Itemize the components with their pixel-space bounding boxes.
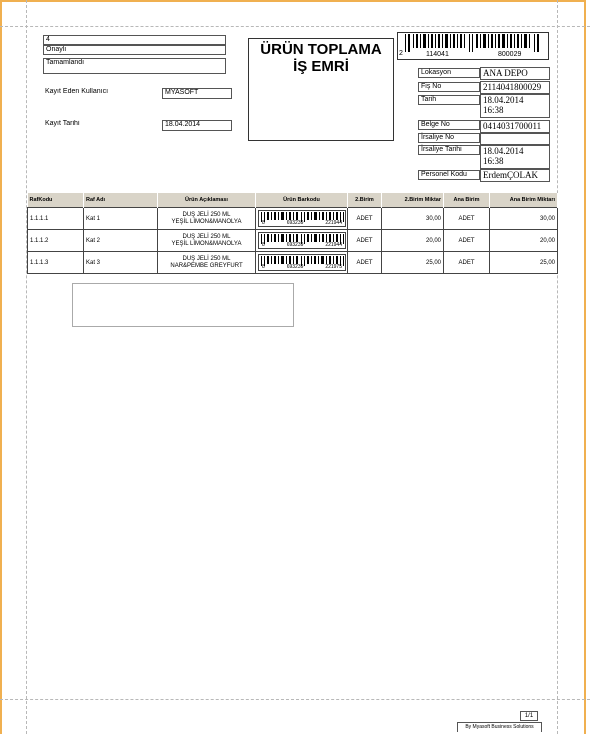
margin-guide-bottom [0, 699, 590, 700]
barcode-prefix: 2 [399, 50, 403, 57]
cell-unit2-qty: 30,00 [382, 208, 444, 230]
cell-main-qty: 30,00 [490, 208, 558, 230]
slip-no-value: 2114041800029 [480, 81, 550, 94]
status-completed: Tamamlandı [43, 58, 226, 74]
title-line-1: ÜRÜN TOPLAMA [260, 41, 382, 58]
cell-barcode [256, 252, 348, 274]
cell-unit2-qty: 25,00 [382, 252, 444, 274]
table-header-row [28, 193, 558, 208]
cell-barcode [256, 230, 348, 252]
barcode-digit-b: 693239 [286, 264, 304, 270]
date-value-time: 16:38 [483, 105, 504, 115]
cell-shelf-code: 1.1.1.3 [28, 252, 84, 274]
cell-description [158, 208, 256, 230]
waybill-date-label: İrsaliye Tarihi [418, 145, 480, 155]
title-line-2: İŞ EMRİ [293, 58, 349, 75]
barcode-right-digits: 800029 [498, 51, 522, 58]
waybill-date-value [480, 145, 550, 169]
waybill-no-label: İrsaliye No [418, 133, 480, 143]
cell-shelf-code: 1.1.1.1 [28, 208, 84, 230]
staff-code-label: Personel Kodu [418, 170, 480, 180]
margin-guide-top [0, 26, 590, 27]
location-value: ANA DEPO [480, 67, 550, 80]
created-by-value: MYASOFT [162, 88, 232, 99]
cell-shelf-code: 1.1.1.2 [28, 230, 84, 252]
col-header-unit2: 2.Birim [348, 193, 382, 208]
cell-barcode [256, 208, 348, 230]
cell-unit2: ADET [348, 230, 382, 252]
slip-no-label: Fiş No [418, 82, 480, 92]
footer-credit: By Myasoft Business Solutions [457, 722, 542, 732]
cell-description [158, 230, 256, 252]
col-header-barcode: Ürün Barkodu [256, 193, 348, 208]
items-table [27, 193, 558, 274]
table-row [28, 230, 558, 252]
barcode-digit-b: 693239 [286, 220, 304, 226]
slip-barcode [397, 32, 549, 60]
date-label: Tarih [418, 95, 480, 105]
product-barcode [258, 254, 346, 271]
barcode-digit-c: 221944 [325, 242, 342, 248]
col-header-main-unit: Ana Birim [444, 193, 490, 208]
date-value [480, 94, 550, 118]
cell-description [158, 252, 256, 274]
notes-box [72, 283, 294, 327]
page-number: 1/1 [520, 711, 538, 721]
description-line-1: DUŞ JELİ 250 ML [182, 255, 231, 262]
cell-unit2: ADET [348, 208, 382, 230]
description-line-2: YEŞİL LİMON&MANOLYA [171, 240, 242, 247]
status-approved: Onaylı [43, 45, 226, 55]
cell-main-unit: ADET [444, 208, 490, 230]
barcode-digit-a: 8 [262, 242, 265, 248]
cell-main-qty: 25,00 [490, 252, 558, 274]
col-header-shelf-name: Raf Adı [84, 193, 158, 208]
barcode-digit-b: 693239 [286, 242, 304, 248]
date-value-day: 18.04.2014 [483, 95, 524, 105]
col-header-main-qty: Ana Birim Miktarı [490, 193, 558, 208]
waybill-no-value [480, 133, 550, 145]
record-date-value: 18.04.2014 [162, 120, 232, 131]
cell-shelf-name: Kat 1 [84, 208, 158, 230]
col-header-description: Ürün Açıklaması [158, 193, 256, 208]
location-label: Lokasyon [418, 68, 480, 78]
cell-main-unit: ADET [444, 230, 490, 252]
barcode-digit-c: 221944 [325, 220, 342, 226]
cell-unit2: ADET [348, 252, 382, 274]
product-barcode [258, 210, 346, 227]
table-row [28, 208, 558, 230]
waybill-date-day: 18.04.2014 [483, 146, 524, 156]
description-line-2: YEŞİL LİMON&MANOLYA [171, 218, 242, 225]
created-by-label: Kayıt Eden Kullanıcı [43, 88, 158, 99]
table-row [28, 252, 558, 274]
barcode-digit-a: 8 [262, 220, 265, 226]
waybill-date-time: 16:38 [483, 156, 504, 166]
barcode-left-digits: 114041 [426, 51, 449, 58]
cell-shelf-name: Kat 2 [84, 230, 158, 252]
document-title [248, 38, 394, 141]
product-barcode [258, 232, 346, 249]
description-line-2: NAR&PEMBE GREYFURT [170, 262, 243, 269]
cell-unit2-qty: 20,00 [382, 230, 444, 252]
margin-guide-right [557, 0, 558, 734]
barcode-digit-a: 8 [262, 264, 265, 270]
col-header-unit2-qty: 2.Birim Miktar [382, 193, 444, 208]
document-no-label: Belge No [418, 120, 480, 130]
document-no-value: 0414031700011 [480, 120, 550, 133]
description-line-1: DUŞ JELİ 250 ML [182, 233, 231, 240]
col-header-shelf-code: RafKodu [28, 193, 84, 208]
cell-shelf-name: Kat 3 [84, 252, 158, 274]
cell-main-unit: ADET [444, 252, 490, 274]
description-line-1: DUŞ JELİ 250 ML [182, 211, 231, 218]
cell-main-qty: 20,00 [490, 230, 558, 252]
barcode-digit-c: 221975 [325, 264, 342, 270]
field-1: 4 [43, 35, 226, 45]
staff-code-value: ErdemÇOLAK [480, 169, 550, 182]
record-date-label: Kayıt Tarihi [43, 120, 158, 131]
margin-guide-left [26, 0, 27, 734]
barcode-bars [399, 34, 549, 52]
